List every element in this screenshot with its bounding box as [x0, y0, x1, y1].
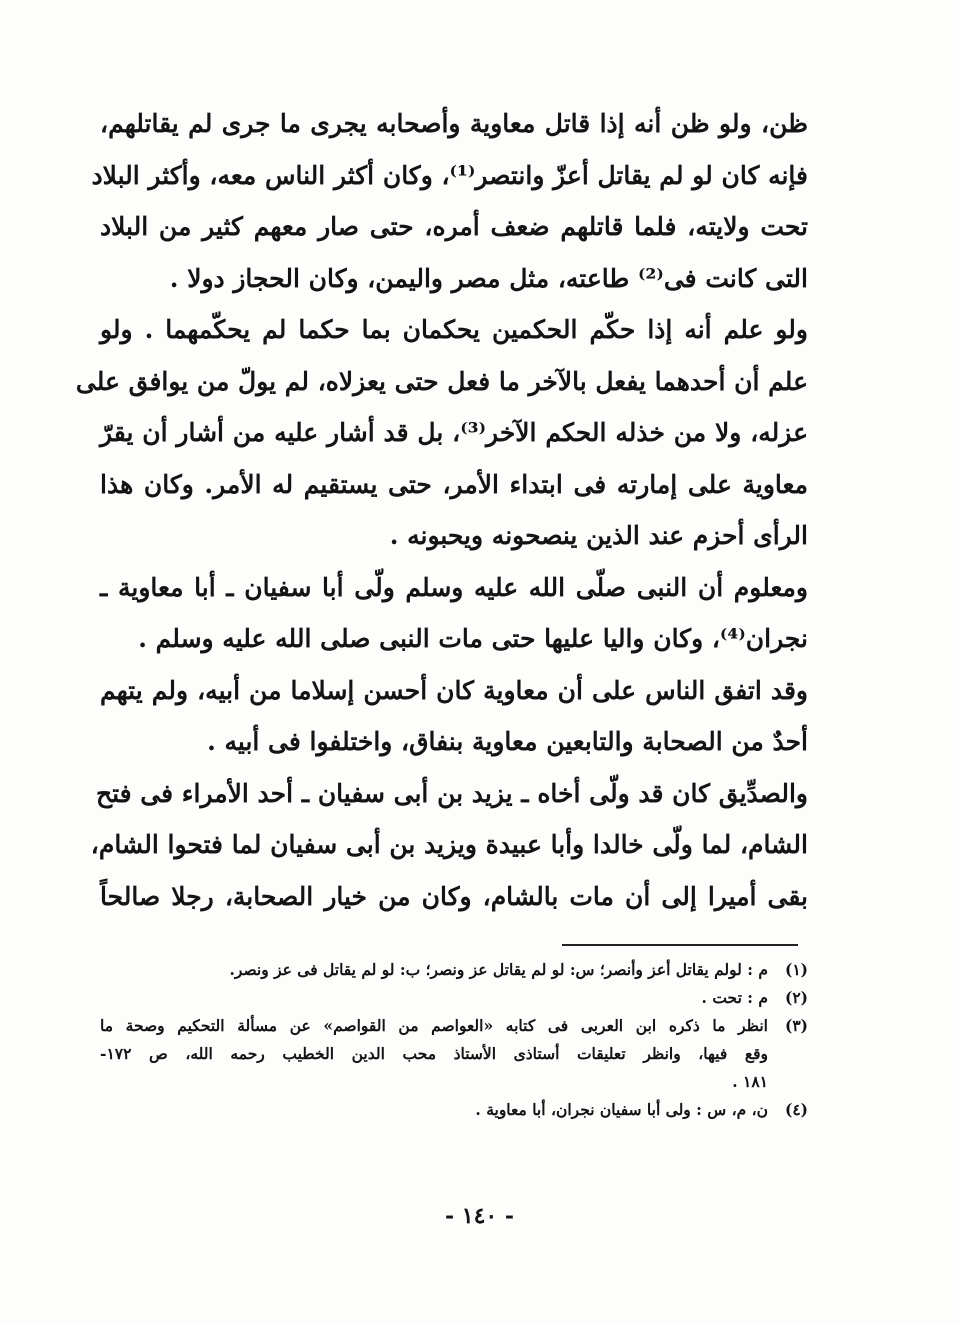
text-line: عزله، ولا من خذله الحكم الآخر⁽³⁾، بل قد أشار عليه من أشار أن يقرّ: [100, 418, 808, 447]
footnote-text: ن، م، س : ولى أبا سفيان نجران، أبا معاوية .: [475, 1100, 768, 1119]
text-line: ومعلوم أن النبى صلّى الله عليه وسلم ولّى أبا سفيان ـ أبا معاوية ـ: [100, 572, 808, 602]
footnote-1: [100, 956, 808, 984]
text-line: التى كانت فى⁽²⁾ طاعته، مثل مصر واليمن، وكان الحجاز دولا .: [169, 263, 808, 293]
text-line: ولو علم أنه إذا حكّم الحكمين يحكمان بما حكما لم يحكّمهما . ولو: [100, 315, 808, 344]
footnote-4: [100, 1096, 808, 1124]
text-line: علم أن أحدهما يفعل بالآخر ما فعل حتى يعزلاه، لم يولّ من يوافق على: [75, 366, 808, 396]
text-line: والصدِّيق كان قد ولّى أخاه ـ يزيد بن أبى سفيان ـ أحد الأمراء فى فتح: [95, 778, 808, 808]
paragraph-3: [100, 562, 808, 665]
footnote-text: ١٨١ .: [732, 1072, 768, 1091]
footnote-text: م : تحت .: [701, 988, 768, 1007]
paragraph-5: [90, 768, 808, 923]
footnote-number: (٣): [784, 1016, 808, 1035]
footnote-number: (١): [784, 960, 808, 979]
paragraph-1: [91, 98, 808, 304]
text-line: تحت ولايته، فلما قاتلهم ضعف أمره، حتى صار معهم كثير من البلاد: [100, 212, 808, 241]
text-line: الشام، لما ولّى خالدا وأبا عبيدة ويزيد بن أبى سفيان لما فتحوا الشام،: [90, 830, 808, 859]
text-line: بقى أميرا إلى أن مات بالشام، وكان من خيار الصحابة، رجلا صالحاً: [100, 881, 808, 911]
footnote-2: [100, 984, 808, 1012]
footnote-text: وقع فيها، وانظر تعليقات أستاذى الأستاذ محب الدين الخطيب رحمه الله، ص ١٧٢-: [100, 1044, 768, 1063]
text-line: نجران⁽⁴⁾، وكان واليا عليها حتى مات النبى صلى الله عليه وسلم .: [138, 624, 808, 653]
paragraph-2: [75, 304, 808, 562]
footnote-separator: [562, 944, 798, 946]
footnote-text: م : لولم يقاتل أعز وأنصر؛ س: لو لم يقاتل عز ونصر؛ ب: لو لم يقاتل فى عز ونصر.: [229, 960, 768, 979]
text-line: وقد اتفق الناس على أن معاوية كان أحسن إسلاما من أبيه، ولم يتهم: [100, 675, 808, 705]
footnotes: [100, 956, 808, 1124]
text-line: معاوية على إمارته فى ابتداء الأمر، حتى يستقيم له الأمر. وكان هذا: [100, 469, 808, 499]
text-line: ظن، ولو ظن أنه إذا قاتل معاوية وأصحابه يجرى ما جرى لم يقاتلهم،: [100, 109, 808, 138]
text-line: فإنه كان لو لم يقاتل أعزّ وانتصر⁽¹⁾، وكان أكثر الناس معه، وأكثر البلاد: [91, 160, 808, 190]
main-text: [75, 98, 808, 922]
footnote-number: (٢): [784, 988, 808, 1007]
paragraph-4: [100, 665, 808, 768]
text-line: أحدٌ من الصحابة والتابعين معاوية بنفاق، واختلفوا فى أبيه .: [207, 727, 808, 756]
footnote-text: انظر ما ذكره ابن العربى فى كتابه «العواصم من القواصم» عن مسألة التحكيم وصحة ما: [100, 1016, 768, 1035]
text-line: الرأى أحزم عند الذين ينصحونه ويحبونه .: [389, 521, 808, 550]
footnote-3: [100, 1012, 808, 1096]
footnote-number: (٤): [784, 1100, 808, 1119]
page-number: - ١٤٠ -: [444, 1203, 515, 1229]
